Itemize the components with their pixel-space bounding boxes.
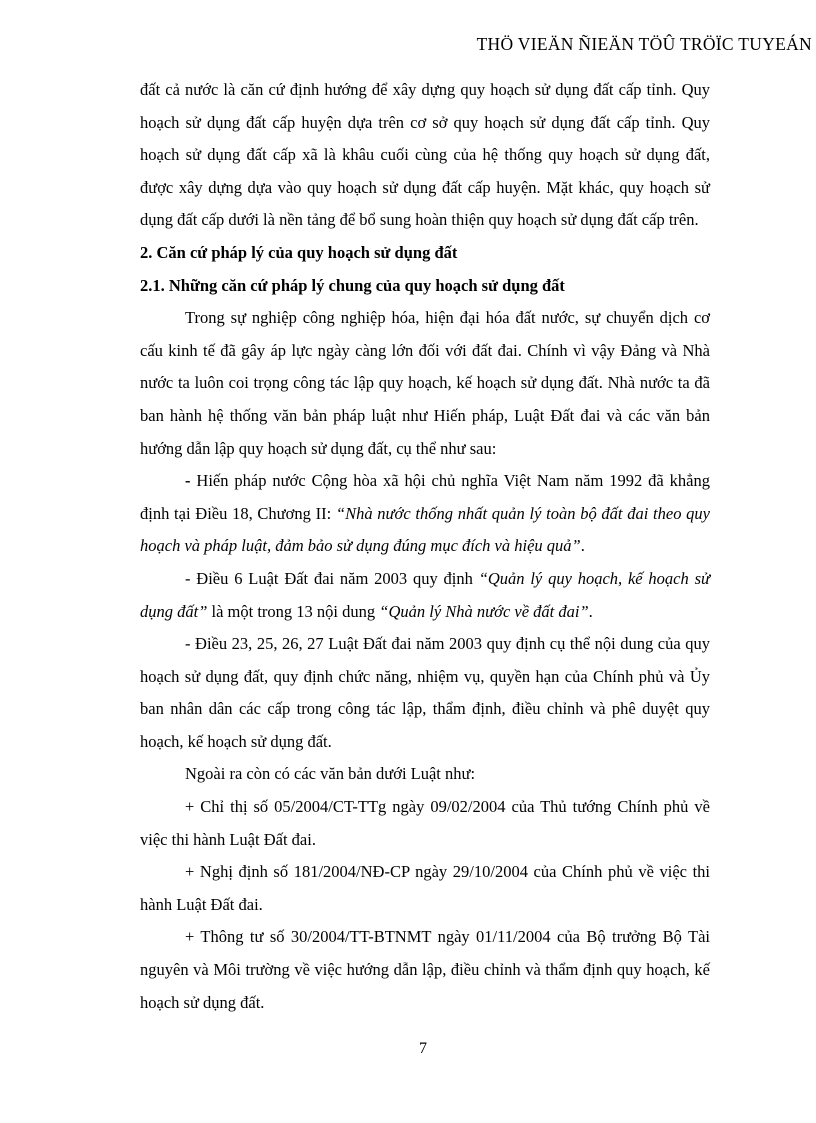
page-header: THÖ VIEÄN ÑIEÄN TÖÛ TRÖÏC TUYEÁN	[476, 34, 812, 54]
paragraph-context: Trong sự nghiệp công nghiệp hóa, hiện đại hóa đất nước, sự chuyển dịch cơ cấu kinh tế đã gây áp lực ngày càng lớn đối với đất đai. Chính vì vậy Đảng và Nhà nước ta luôn coi trọng công tác lập quy hoạch, kế hoạch sử dụng đất. Nhà nước ta đã ban hành hệ thống văn bản pháp luật như Hiến pháp, Luật Đất đai và các văn bản hướng dẫn lập quy hoạch sử dụng đất, cụ thể như sau:	[140, 308, 710, 458]
section-heading-2: 2. Căn cứ pháp lý của quy hoạch sử dụng đất	[140, 242, 458, 262]
paragraph-articles-23-27: - Điều 23, 25, 26, 27 Luật Đất đai năm 2003 quy định cụ thể nội dung của quy hoạch sử dụng đất, quy định chức năng, nhiệm vụ, quyền hạn của Chính phủ và Ủy ban nhân dân các cấp trong công tác lập, thẩm định, điều chỉnh và phê duyệt quy hoạch, kế hoạch sử dụng đất.	[140, 634, 710, 751]
quote-constitution: “Nhà nước thống nhất quản lý toàn bộ đất đai theo quy hoạch và pháp luật, đảm bảo sử dụng đúng mục đích và hiệu quả”	[140, 503, 710, 556]
quote-article-6: “Quản lý quy hoạch, kế hoạch sử dụng đất”	[140, 568, 710, 621]
quote-state-management: “Quản lý Nhà nước về đất đai”	[379, 601, 589, 621]
list-item-circular: + Thông tư số 30/2004/TT-BTNMT ngày 01/11/2004 của Bộ trưởng Bộ Tài nguyên và Môi trường về việc hướng dẫn lập, điều chỉnh và thẩm định quy hoạch, kế hoạch sử dụng đất.	[140, 927, 710, 1012]
paragraph-article-6: - Điều 6 Luật Đất đai năm 2003 quy định “Quản lý quy hoạch, kế hoạch sử dụng đất” là một trong 13 nội dung “Quản lý Nhà nước về đất đai”.	[140, 568, 710, 621]
list-item-decree: + Nghị định số 181/2004/NĐ-CP ngày 29/10/2004 của Chính phủ về việc thi hành Luật Đất đai.	[140, 862, 710, 914]
paragraph-sub-law-intro: Ngoài ra còn có các văn bản dưới Luật như:	[185, 764, 476, 784]
list-dash: -	[185, 471, 197, 491]
paragraph-intro: đất cả nước là căn cứ định hướng để xây dựng quy hoạch sử dụng đất cấp tỉnh. Quy hoạch sử dụng đất cấp huyện dựa trên cơ sở quy hoạch sử dụng đất cấp tỉnh. Quy hoạch sử dụng đất cấp xã là khâu cuối cùng của hệ thống quy hoạch sử dụng đất, được xây dựng dựa vào quy hoạch sử dụng đất cấp huyện. Mặt khác, quy hoạch sử dụng đất cấp dưới là nền tảng để bổ sung hoàn thiện quy hoạch sử dụng đất cấp trên.	[140, 80, 710, 230]
document-body	[140, 74, 710, 1019]
section-heading-2-1: 2.1. Những căn cứ pháp lý chung của quy hoạch sử dụng đất	[140, 275, 565, 295]
list-item-directive: + Chỉ thị số 05/2004/CT-TTg ngày 09/02/2004 của Thủ tướng Chính phủ về việc thi hành Luật Đất đai.	[140, 797, 710, 849]
page-number: 7	[419, 1040, 427, 1057]
paragraph-constitution: - Hiến pháp nước Cộng hòa xã hội chủ nghĩa Việt Nam năm 1992 đã khẳng định tại Điều 18, Chương II: “Nhà nước thống nhất quản lý toàn bộ đất đai theo quy hoạch và pháp luật, đảm bảo sử dụng đúng mục đích và hiệu quả”.	[140, 471, 710, 556]
